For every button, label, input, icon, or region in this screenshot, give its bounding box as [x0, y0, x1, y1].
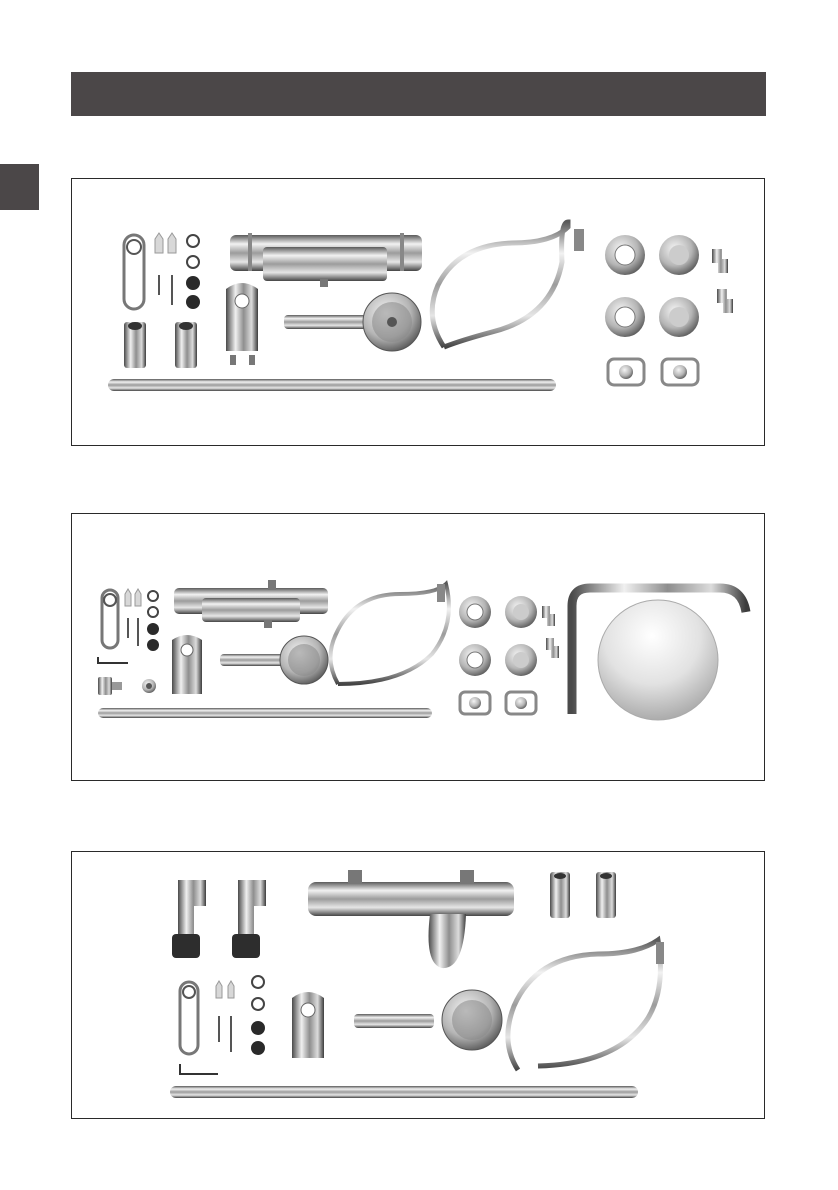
- wall-bracket: [180, 982, 198, 1054]
- hex-key: [180, 1064, 218, 1074]
- wall-plugs: [216, 981, 234, 998]
- hand-shower-holder: [292, 992, 324, 1058]
- hand-shower-holder: [226, 283, 258, 365]
- hand-shower: [284, 293, 421, 351]
- hand-shower: [354, 990, 502, 1050]
- bath-shower-mixer: [308, 870, 514, 968]
- bath-pillar-legs: [172, 880, 266, 958]
- screws: [219, 1016, 231, 1052]
- eccentric-connectors: [542, 606, 559, 658]
- o-rings: [147, 591, 159, 651]
- thermostatic-mixer: [230, 233, 422, 287]
- screws: [128, 618, 138, 646]
- shower-hose: [432, 222, 584, 347]
- hand-shower: [220, 636, 328, 684]
- wall-mounts: [550, 872, 616, 918]
- slide-rail: [170, 1086, 638, 1098]
- shower-hose: [508, 940, 664, 1070]
- wall-bracket: [124, 235, 144, 309]
- mounting-plates: [608, 359, 698, 385]
- cover-rosettes: [459, 596, 537, 676]
- wall-mount: [98, 677, 156, 695]
- mounting-plates: [460, 692, 536, 714]
- chapter-tab: [0, 164, 39, 210]
- wall-mounts: [124, 322, 197, 368]
- wall-plugs: [155, 233, 176, 253]
- kit-panel-3: [71, 851, 765, 1119]
- rain-shower-head: [598, 600, 718, 720]
- hand-shower-holder: [172, 635, 202, 694]
- wall-plugs: [125, 589, 141, 606]
- o-rings: [251, 976, 265, 1055]
- thermostatic-mixer: [174, 580, 328, 628]
- hex-key: [98, 657, 128, 663]
- eccentric-connectors: [712, 249, 733, 313]
- wall-bracket: [102, 590, 118, 648]
- shower-hose: [330, 584, 448, 684]
- screws: [159, 275, 172, 305]
- slide-rail: [98, 708, 432, 718]
- section-header-bar: [71, 72, 766, 116]
- kit-panel-2: [71, 513, 765, 781]
- kit-panel-1: [71, 178, 765, 446]
- slide-rail: [108, 379, 556, 391]
- cover-rosettes: [605, 235, 699, 337]
- o-rings: [186, 235, 200, 309]
